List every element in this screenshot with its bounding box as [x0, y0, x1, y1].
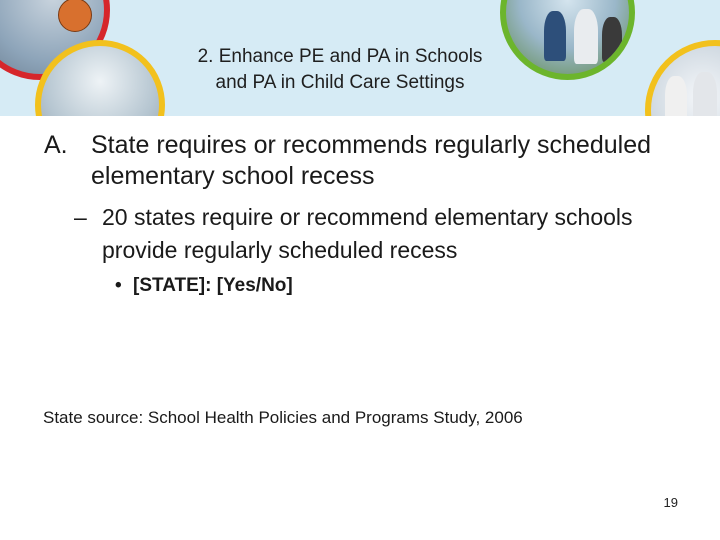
title-line-1: 2. Enhance PE and PA in Schools	[197, 46, 483, 67]
page-number: 19	[663, 495, 678, 510]
bullet-marker: •	[115, 275, 122, 296]
source-citation: State source: School Health Policies and Programs Study, 2006	[43, 408, 523, 427]
point-a-text: State requires or recommends regularly scheduled elementary school recess	[91, 131, 651, 190]
slide-title	[150, 44, 530, 96]
title-line-2: and PA in Child Care Settings	[215, 72, 465, 93]
point-a-marker: A.	[44, 131, 68, 159]
walkers-photo	[645, 40, 720, 116]
slide-header	[0, 0, 720, 116]
state-bullet-text: [STATE]: [Yes/No]	[133, 275, 293, 296]
sub-point-text: 20 states require or recommend elementary schools provide regularly scheduled recess	[102, 204, 633, 263]
sub-point-marker: –	[74, 204, 87, 230]
